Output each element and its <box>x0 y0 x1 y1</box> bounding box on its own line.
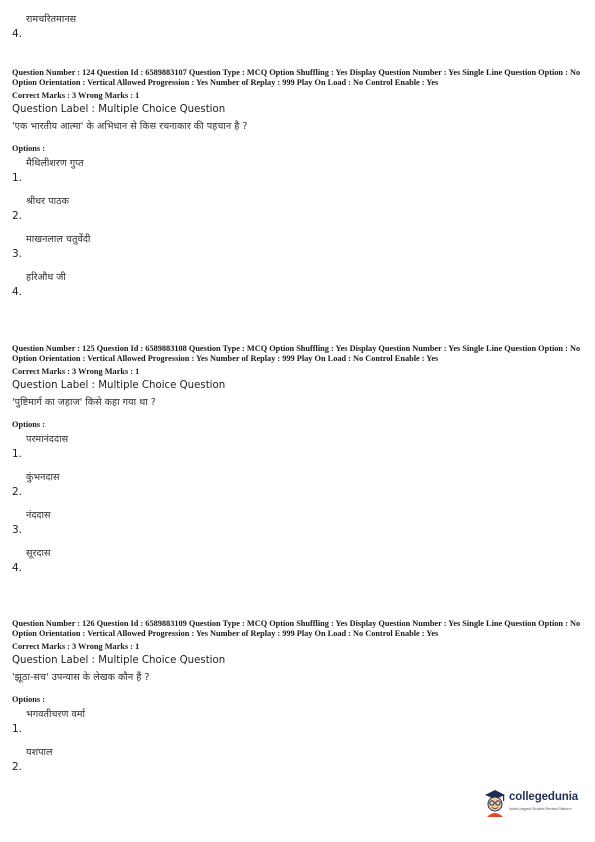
option-number: 2. <box>12 210 23 222</box>
question-marks: Correct Marks : 3 Wrong Marks : 1 <box>12 91 140 100</box>
option-text: यशपाल <box>26 747 53 758</box>
collegedunia-logo[interactable] <box>482 786 582 820</box>
option-number: 4. <box>12 286 23 298</box>
option-number: 2. <box>12 486 23 498</box>
question-block-126 <box>12 619 584 781</box>
question-marks: Correct Marks : 3 Wrong Marks : 1 <box>12 367 140 376</box>
logo-tagline: India's largest Student Review Platform <box>509 807 572 811</box>
logo-name: collegedunia <box>509 791 579 803</box>
option-item[interactable] <box>12 506 584 544</box>
question-marks: Correct Marks : 3 Wrong Marks : 1 <box>12 642 140 651</box>
option-item[interactable] <box>12 10 312 48</box>
option-text: कुंभनदास <box>26 472 60 483</box>
option-number: 3. <box>12 524 23 536</box>
option-item[interactable] <box>12 705 584 743</box>
option-text: श्रीधर पाठक <box>26 196 70 207</box>
option-text: रामचरितमानस <box>26 14 77 25</box>
question-label: Question Label : Multiple Choice Question <box>12 104 226 115</box>
option-item[interactable] <box>12 192 584 230</box>
option-item[interactable] <box>12 743 584 781</box>
option-number: 1. <box>12 448 23 460</box>
option-text: मैथिलीशरण गुप्त <box>26 158 84 169</box>
question-meta: Question Number : 124 Question Id : 6589883107 Question Type : MCQ Option Shuffling : Yes Display Question Number : Yes Single Line Question Option : No Option Orientation : Vertical Allowed Progression : Yes Number of Replay : 999 Play On Load : No Control Enable : Yes <box>12 68 581 87</box>
options-heading: Options : <box>12 695 45 704</box>
question-block-124 <box>12 68 584 306</box>
options-list <box>12 705 584 781</box>
option-number: 1. <box>12 172 23 184</box>
option-text: भगवतीचरण वर्मा <box>26 709 85 720</box>
option-number: 4. <box>12 562 23 574</box>
question-text: 'झूठा-सच' उपन्यास के लेखक कौन हैं ? <box>12 672 150 683</box>
option-item[interactable] <box>12 154 584 192</box>
options-list <box>12 430 584 582</box>
options-heading: Options : <box>12 144 45 153</box>
option-number: 2. <box>12 761 23 773</box>
question-label: Question Label : Multiple Choice Question <box>12 380 226 391</box>
option-text: हरिऔध जी <box>26 272 66 283</box>
option-text: परमानंददास <box>26 434 69 445</box>
options-list <box>12 154 584 306</box>
question-meta: Question Number : 126 Question Id : 6589883109 Question Type : MCQ Option Shuffling : Yes Display Question Number : Yes Single Line Question Option : No Option Orientation : Vertical Allowed Progression : Yes Number of Replay : 999 Play On Load : No Control Enable : Yes <box>12 619 581 638</box>
option-item[interactable] <box>12 230 584 268</box>
option-number: 4. <box>12 28 23 40</box>
option-text: माखनलाल चतुर्वेदी <box>26 234 91 245</box>
option-text: सूरदास <box>26 548 51 559</box>
option-item[interactable] <box>12 544 584 582</box>
options-heading: Options : <box>12 420 45 429</box>
question-block-125 <box>12 344 584 582</box>
option-number: 1. <box>12 723 23 735</box>
option-item[interactable] <box>12 468 584 506</box>
question-text: 'पुष्टिमार्ग का जहाज' किसे कहा गया था ? <box>12 397 156 408</box>
option-text: नंददास <box>26 510 51 521</box>
question-text: 'एक भारतीय आत्मा' के अभिधान से किस रचनाकार की पहचान है ? <box>12 121 248 132</box>
option-item[interactable] <box>12 430 584 468</box>
option-item[interactable] <box>12 268 584 306</box>
question-meta: Question Number : 125 Question Id : 6589883108 Question Type : MCQ Option Shuffling : Yes Display Question Number : Yes Single Line Question Option : No Option Orientation : Vertical Allowed Progression : Yes Number of Replay : 999 Play On Load : No Control Enable : Yes <box>12 344 581 363</box>
option-number: 3. <box>12 248 23 260</box>
question-label: Question Label : Multiple Choice Question <box>12 655 226 666</box>
student-mascot-icon <box>482 787 508 817</box>
